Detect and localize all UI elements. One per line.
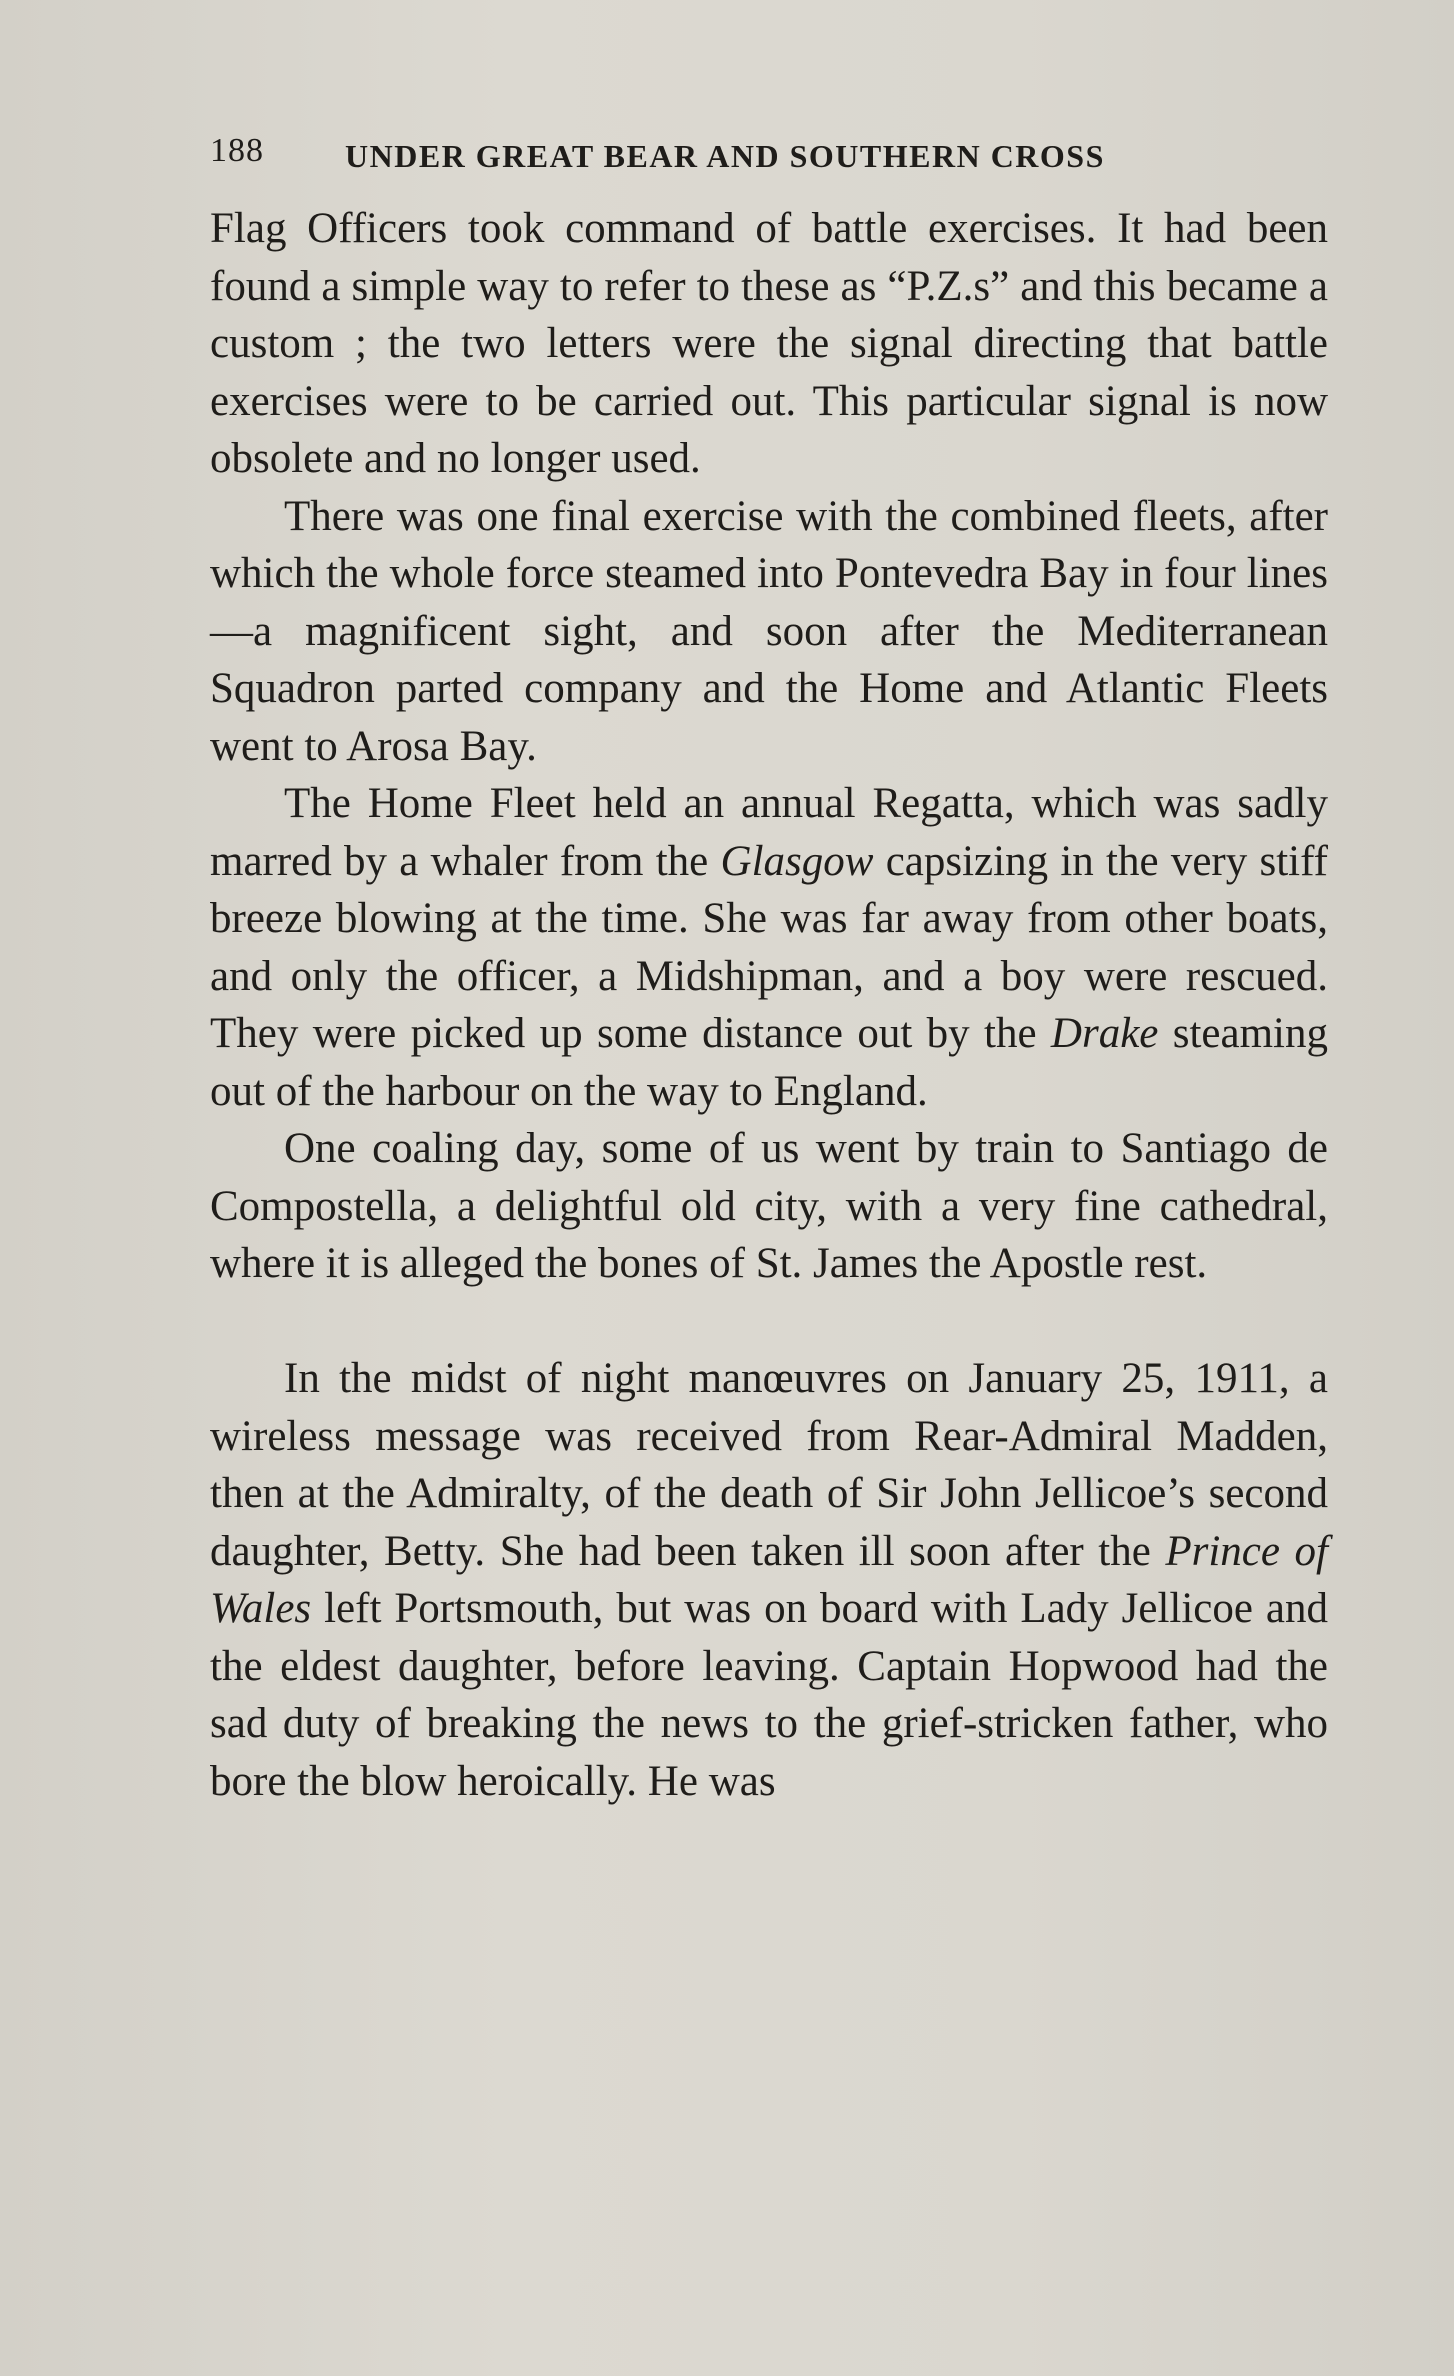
paragraph-text: The Home Fleet held an annual Regatta, which was sadly marred by a whaler from the: [210, 780, 1328, 885]
ship-name-drake: Drake: [1050, 1010, 1159, 1057]
paragraph-text: capsizing in the very stiff breeze blowing at the time. She was far away from other boats, and only the officer, a Midshipman, and a boy were rescued. They were picked up some distance out by the: [210, 837, 1328, 1057]
paragraph-text: One coaling day, some of us went by train to Santiago de Compostella, a delightful old city, with a very fine cathedral, where it is alleged the bones of St. James the Apostle rest.: [210, 1125, 1328, 1287]
paragraph-text: There was one final exercise with the combined fleets, after which the whole force steamed into Pontevedra Bay in four lines—a magnificent sight, and soon after the Mediterranean Squadron parted company and the Home and Atlantic Fleets went to Arosa Bay.: [210, 492, 1328, 770]
page-number: 188: [210, 132, 264, 169]
running-head: [210, 132, 1330, 184]
paragraph-final-exercise: [210, 488, 1328, 776]
paragraph-battle-exercises: [210, 200, 1328, 488]
paragraph-santiago: [210, 1120, 1328, 1293]
paragraph-text: Flag Officers took command of battle exercises. It had been found a simple way to refer to these as “P.Z.s” and this became a custom ; the two letters were the signal directing that battle exercises were to be carried out. This particular signal is now obsolete and no longer used.: [210, 205, 1328, 482]
paragraph-text: steaming out of the harbour on the way to England.: [210, 1010, 1328, 1115]
paragraph-night-manoeuvres: [210, 1350, 1328, 1810]
ship-name-prince-of-wales: Prince of Wales: [210, 1527, 1328, 1632]
paragraph-text: left Portsmouth, but was on board with Lady Jellicoe and the eldest daughter, before leaving. Captain Hopwood had the sad duty of breaking the news to the grief-stricken father, who bore the blow heroically. He was: [210, 1585, 1328, 1805]
running-title: UNDER GREAT BEAR AND SOUTHERN CROSS: [345, 138, 1105, 174]
body-text: [210, 200, 1328, 1810]
paragraph-text: In the midst of night manœuvres on January 25, 1911, a wireless message was received from Rear-Admiral Madden, then at the Admiralty, of the death of Sir John Jellicoe’s second daughter, Betty. She had been taken ill soon after the: [210, 1355, 1328, 1575]
paragraph-regatta: [210, 775, 1328, 1120]
ship-name-glasgow: Glasgow: [720, 837, 874, 885]
